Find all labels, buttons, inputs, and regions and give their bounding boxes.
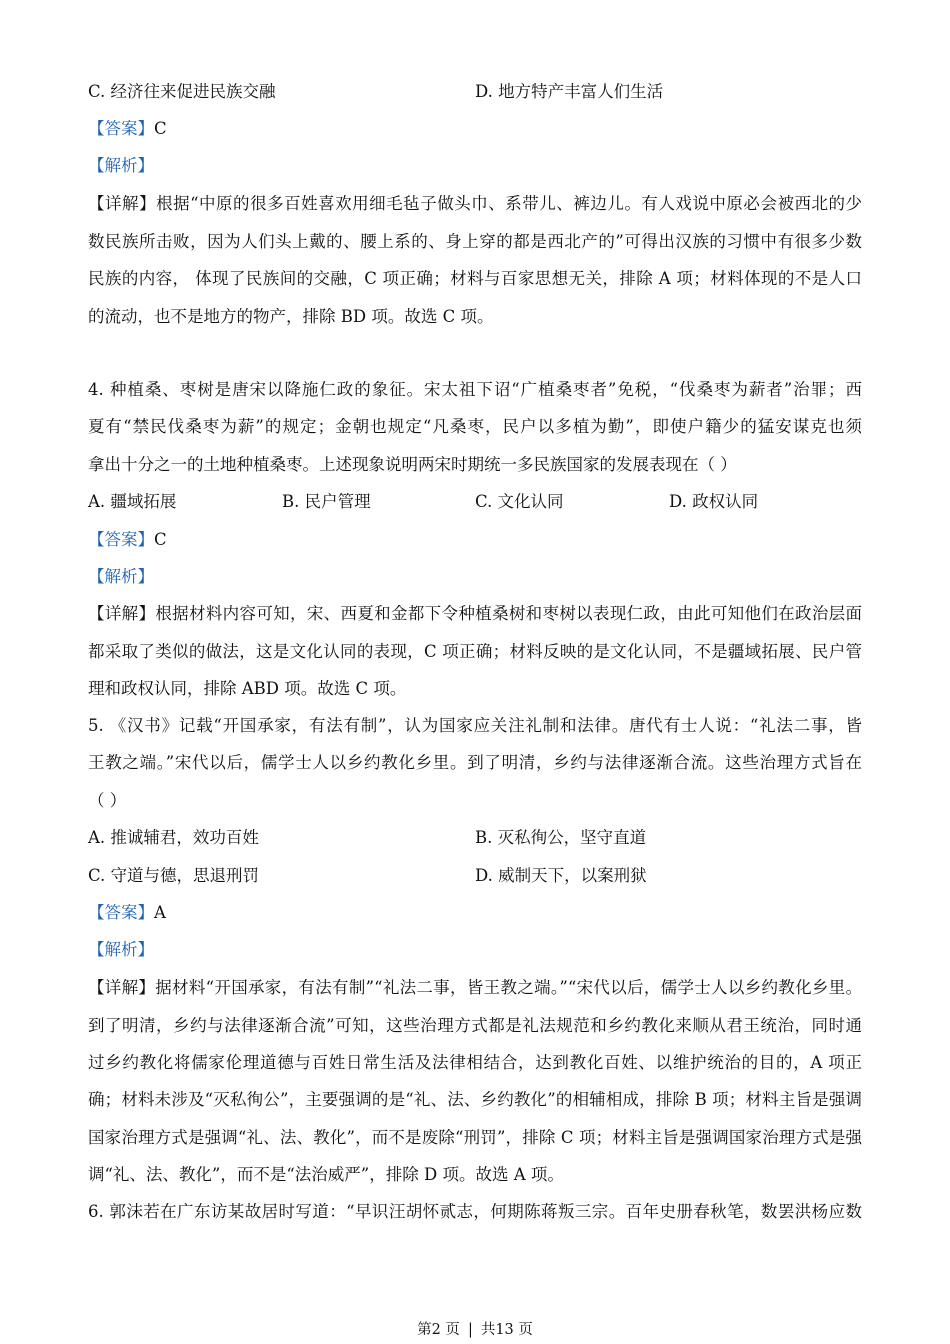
q5-option-d: D. 威制天下，以案刑狱: [475, 866, 647, 885]
detail-text: 据材料“开国承家，有法有制”“礼法二事，皆王教之端。”“宋代以后，儒学士人以乡约教化乡里。: [155, 978, 863, 997]
detail-tag: 【详解】: [88, 194, 157, 213]
q5-option-c: C. 守道与德，思退刑罚: [88, 866, 260, 885]
q4-option-a: A. 疆域拓展: [88, 492, 177, 511]
q4-answer: [88, 529, 167, 551]
q3-detail-line: 数民族所击败，因为人们头上戴的、腰上系的、身上穿的都是西北产的”可得出汉族的习惯中有很多少数: [88, 232, 862, 251]
q3-option-c: C. 经济往来促进民族交融: [88, 82, 276, 101]
q4-analysis-tag: 【解析】: [88, 567, 154, 586]
q5-detail-line: 国家治理方式是强调“礼、法、教化”，而不是废除“刑罚”，排除 C 项；材料主旨是强调国家治理方式是强: [88, 1128, 862, 1147]
detail-text: 根据“中原的很多百姓喜欢用细毛毡子做头巾、系带儿、裤边儿。有人戏说中原必会被西北的少: [156, 194, 863, 213]
q5-detail-line: 到了明清，乡约与法律逐渐合流”可知，这些治理方式都是礼法规范和乡约教化来顺从君王统治，同时通: [88, 1016, 862, 1035]
q5-detail-line: [88, 977, 862, 999]
answer-value: C: [154, 119, 167, 138]
q5-option-a: A. 推诚辅君，效功百姓: [88, 828, 259, 847]
q5-stem-line: 5. 《汉书》记载“开国承家，有法有制”，认为国家应关注礼制和法律。唐代有士人说：“礼法二事，皆: [88, 716, 862, 735]
answer-tag: 【答案】: [88, 903, 154, 922]
q4-detail-line: [88, 603, 862, 625]
answer-value: A: [154, 903, 166, 922]
q3-analysis-tag: 【解析】: [88, 156, 154, 175]
q4-detail-line: 都采取了类似的做法，这是文化认同的表现，C 项正确；材料反映的是文化认同，不是疆域拓展、民户管: [88, 642, 862, 661]
q4-stem-line: 夏有“禁民伐桑枣为薪”的规定；金朝也规定“凡桑枣，民户以多植为勤”，即使户籍少的猛安谋克也须: [88, 417, 862, 436]
q3-option-d: D. 地方特产丰富人们生活: [475, 82, 664, 101]
answer-tag: 【答案】: [88, 530, 154, 549]
detail-tag: 【详解】: [88, 604, 156, 623]
q3-answer: [88, 118, 167, 140]
page-number: 第2 页: [417, 1322, 460, 1338]
footer-separator: |: [467, 1322, 473, 1338]
q5-stem-line: 王教之端。”宋代以后，儒学士人以乡约教化乡里。到了明清，乡约与法律逐渐合流。这些治理方式旨在: [88, 753, 862, 772]
q4-option-c: C. 文化认同: [475, 492, 564, 511]
q5-analysis-tag: 【解析】: [88, 940, 154, 959]
q6-stem-line: 6. 郭沫若在广东访某故居时写道：“早识汪胡怀贰志，何期陈蒋叛三宗。百年史册春秋笔，数罢洪杨应数: [88, 1202, 862, 1221]
q4-detail-line: 理和政权认同，排除 ABD 项。故选 C 项。: [88, 679, 407, 698]
detail-tag: 【详解】: [88, 978, 156, 997]
q3-detail-line: [88, 193, 862, 215]
q5-detail-line: 确；材料未涉及“灭私徇公”，主要强调的是“礼、法、乡约教化”的相辅相成，排除 B 项；材料主旨是强调: [88, 1090, 862, 1109]
page-footer: [0, 1320, 950, 1340]
answer-value: C: [154, 530, 167, 549]
q5-detail-line: 过乡约教化将儒家伦理道德与百姓日常生活及法律相结合，达到教化百姓、以维护统治的目的，A 项正: [88, 1053, 862, 1072]
q3-detail-line: 的流动，也不是地方的物产，排除 BD 项。故选 C 项。: [88, 307, 494, 326]
q5-answer: [88, 902, 166, 924]
q4-option-b: B. 民户管理: [282, 492, 371, 511]
q5-detail-line: 调“礼、法、教化”，而不是“法治威严”，排除 D 项。故选 A 项。: [88, 1165, 564, 1184]
page-total: 共13 页: [480, 1322, 533, 1338]
q5-stem-line: （ ）: [88, 791, 127, 810]
q4-option-d: D. 政权认同: [669, 492, 759, 511]
answer-tag: 【答案】: [88, 119, 154, 138]
q3-detail-line: 民族的内容， 体现了民族间的交融，C 项正确；材料与百家思想无关，排除 A 项；材料体现的不是人口: [88, 269, 862, 288]
q4-stem-line: 4. 种植桑、枣树是唐宋以降施仁政的象征。宋太祖下诏“广植桑枣者”免税，“伐桑枣为薪者”治罪；西: [88, 380, 862, 399]
q4-stem-line: 拿出十分之一的土地种植桑枣。上述现象说明两宋时期统一多民族国家的发展表现在（ ）: [88, 455, 737, 474]
detail-text: 根据材料内容可知，宋、西夏和金都下令种植桑树和枣树以表现仁政，由此可知他们在政治层面: [155, 604, 863, 623]
q5-option-b: B. 灭私徇公，坚守直道: [475, 828, 647, 847]
